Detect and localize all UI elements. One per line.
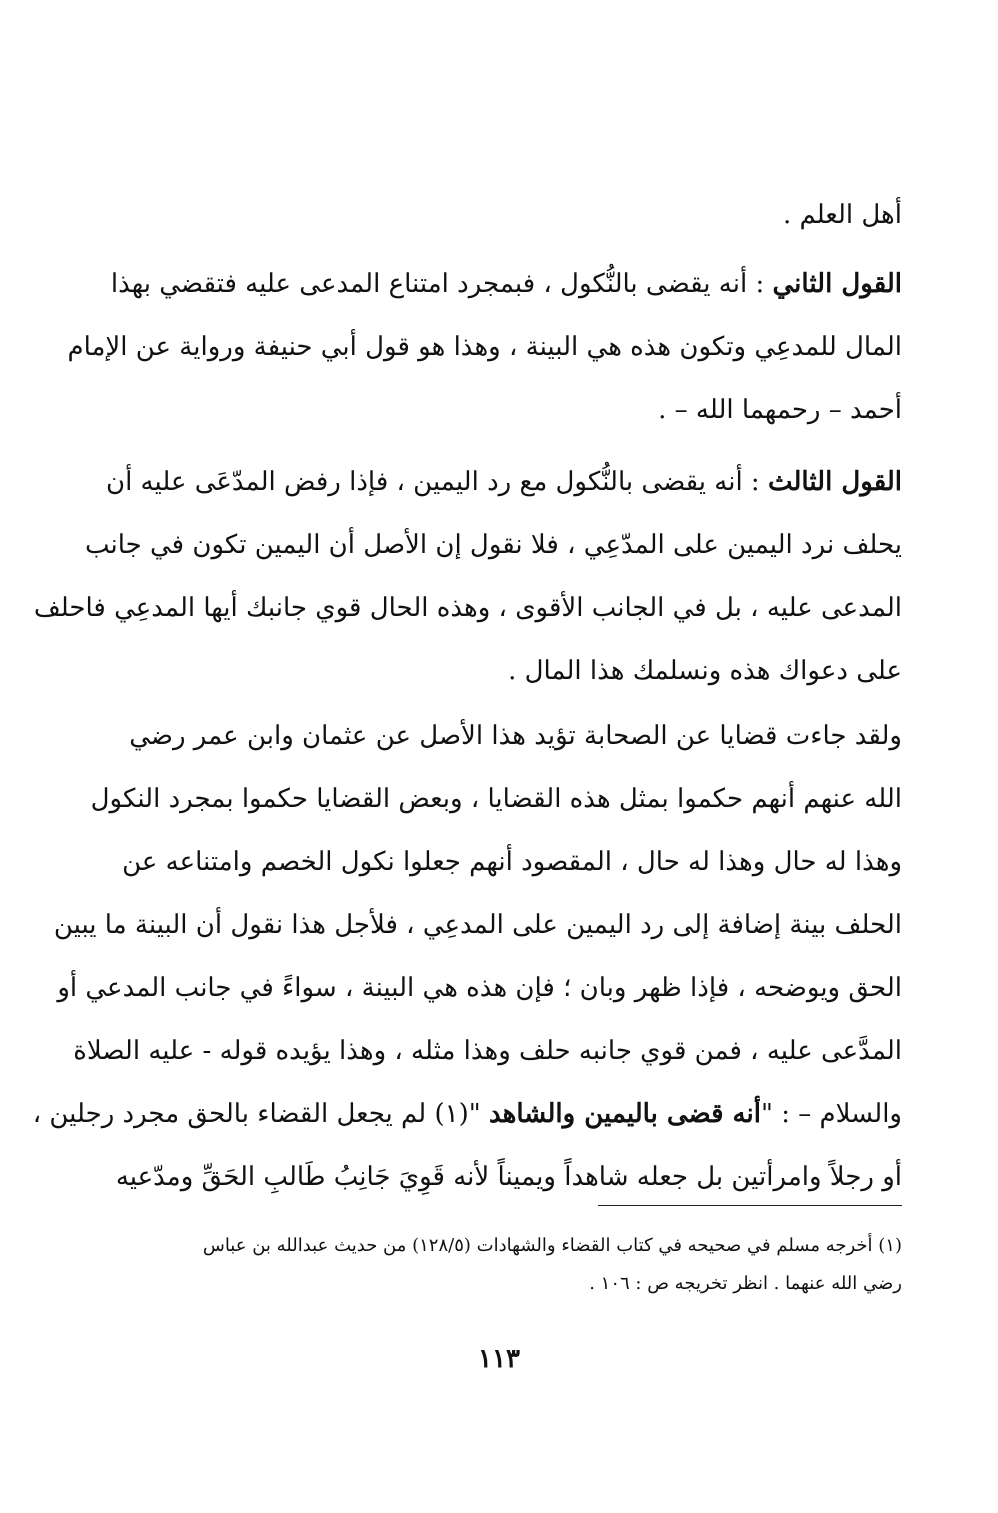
text-line: الحلف بينة إضافة إلى رد اليمين على المدعِي ، فلأجل هذا نقول أن البينة ما يبين: [53, 910, 902, 940]
paragraph-second-opinion: [67, 253, 902, 442]
text-line: المدَّعى عليه ، فمن قوي جانبه حلف وهذا مثله ، وهذا يؤيده قوله - عليه الصلاة: [73, 1036, 902, 1066]
text-line: [82, 253, 902, 316]
text-line: أحمد – رحمهما الله – .: [658, 395, 902, 425]
hadith-quote: أنه قضى باليمين والشاهد: [488, 1099, 761, 1129]
footnote-line: (١) أخرجه مسلم في صحيحه في كتاب القضاء والشهادات (١٢٨/٥) من حديث عبدالله بن عباس: [202, 1235, 902, 1256]
text-line: يحلف نرد اليمين على المدّعِي ، فلا نقول إن الأصل أن اليمين تكون في جانب: [84, 530, 902, 560]
text-line: [82, 451, 902, 514]
text-line: الله عنهم أنهم حكموا بمثل هذه القضايا ، وبعض القضايا حكموا بمجرد النكول: [90, 784, 902, 814]
text-line: المال للمدعِي وتكون هذه هي البينة ، وهذا هو قول أبي حنيفة ورواية عن الإمام: [67, 332, 902, 362]
opinion-heading: القول الثالث: [767, 467, 902, 497]
text-line: ولقد جاءت قضايا عن الصحابة تؤيد هذا الأصل عن عثمان وابن عمر رضي: [129, 721, 902, 751]
footnotes: [82, 1227, 902, 1303]
page-number: ١١٣: [478, 1344, 520, 1374]
paragraph-companions: [32, 705, 902, 1209]
text-run: "(١) لم يجعل القضاء بالحق مجرد رجلين ،: [32, 1099, 489, 1129]
text-line: أو رجلاً وامرأتين بل جعله شاهداً ويميناً لأنه قَوِيَ جَانِبُ طَالبِ الحَقِّ ومدّعيه: [115, 1162, 902, 1192]
paragraph-continuation: [82, 184, 902, 247]
text-line: [32, 1083, 902, 1146]
text-line: أهل العلم .: [782, 200, 902, 230]
text-line: المدعى عليه ، بل في الجانب الأقوى ، وهذه الحال قوي جانبك أيها المدعِي فاحلف: [33, 593, 902, 623]
opinion-heading: القول الثاني: [772, 269, 902, 299]
text-line: الحق ويوضحه ، فإذا ظهر وبان ؛ فإن هذه هي البينة ، سواءً في جانب المدعي أو: [57, 973, 902, 1003]
text-run: والسلام – : ": [760, 1099, 902, 1129]
text-line: على دعواك هذه ونسلمك هذا المال .: [508, 656, 902, 686]
text-line: وهذا له حال وهذا له حال ، المقصود أنهم جعلوا نكول الخصم وامتناعه عن: [122, 847, 902, 877]
footnote-line: رضي الله عنهما . انظر تخريجه ص : ١٠٦ .: [589, 1273, 902, 1294]
text-run: : أنه يقضى بالنُّكول مع رد اليمين ، فإذا رفض المدّعَى عليه أن: [105, 467, 768, 497]
footnote-separator: [598, 1205, 902, 1206]
paragraph-third-opinion: [33, 451, 902, 703]
text-run: : أنه يقضى بالنُّكول ، فبمجرد امتناع المدعى عليه فتقضي بهذا: [110, 269, 773, 299]
